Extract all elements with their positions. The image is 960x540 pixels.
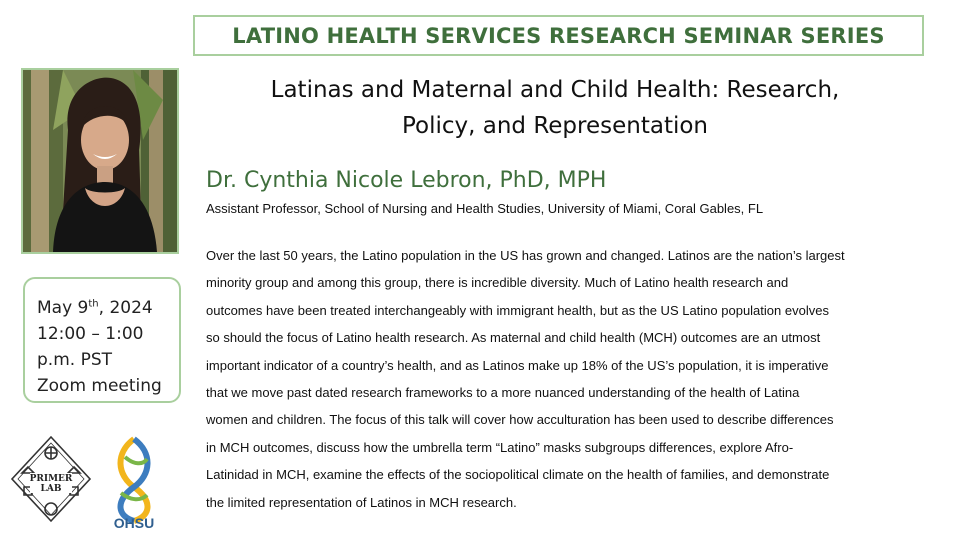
abstract-line: Latinidad in MCH, examine the effects of the sociopolitical climate on the health of families, and demonstrate (206, 467, 830, 483)
talk-abstract (206, 242, 896, 516)
talk-title-line-2: Policy, and Representation (401, 113, 709, 139)
primer-lab-text-1: PRIMER (29, 474, 73, 484)
speaker-name: Dr. Cynthia Nicole Lebron, PhD, MPH (206, 168, 607, 193)
speaker-portrait-image (23, 70, 177, 252)
event-date-suffix: th (88, 298, 99, 310)
series-banner (193, 15, 924, 56)
abstract-line: so should the focus of Latino health research. As maternal and child health (MCH) outcomes are an utmost (206, 330, 821, 346)
ohsu-logo (103, 435, 165, 530)
abstract-line: in MCH outcomes, discuss how the umbrella term “Latino” masks subgroups differences, explore Afro- (206, 439, 794, 455)
primer-lab-text-2: LAB (40, 484, 62, 494)
abstract-line: minority group and among this group, there is incredible diversity. Much of Latino health research and (206, 275, 789, 291)
talk-title (205, 72, 905, 144)
primer-lab-logo (8, 433, 94, 529)
speaker-photo (21, 68, 179, 254)
speaker-affiliation: Assistant Professor, School of Nursing and Health Studies, University of Miami, Coral Gables, FL (206, 201, 764, 216)
event-timezone: p.m. PST (37, 350, 112, 370)
event-date-year: , 2024 (98, 298, 153, 318)
event-time: 12:00 – 1:00 (37, 324, 144, 344)
event-details (23, 277, 181, 403)
series-title: LATINO HEALTH SERVICES RESEARCH SEMINAR SERIES (232, 23, 885, 48)
abstract-line: women and children. The focus of this talk will cover how acculturation has been used to describe differences (206, 412, 834, 428)
ohsu-wordmark: OHSU (113, 515, 155, 530)
talk-title-line-1: Latinas and Maternal and Child Health: Research, (270, 77, 840, 103)
abstract-line: that we move past dated research frameworks to a more nuanced understanding of the health of Latina (206, 385, 800, 401)
abstract-line: Over the last 50 years, the Latino population in the US has grown and changed. Latinos are the nation’s largest (206, 248, 845, 263)
abstract-line: the limited representation of Latinos in MCH research. (206, 494, 517, 510)
event-location: Zoom meeting (37, 376, 162, 396)
abstract-line: important indicator of a country’s health, and as Latinos make up 18% of the US’s population, it is imperative (206, 357, 829, 373)
abstract-line: outcomes have been treated interchangeably with immigrant health, but as the US Latino population evolves (206, 302, 829, 318)
event-date (37, 295, 179, 321)
event-date-day: May 9 (37, 298, 89, 318)
